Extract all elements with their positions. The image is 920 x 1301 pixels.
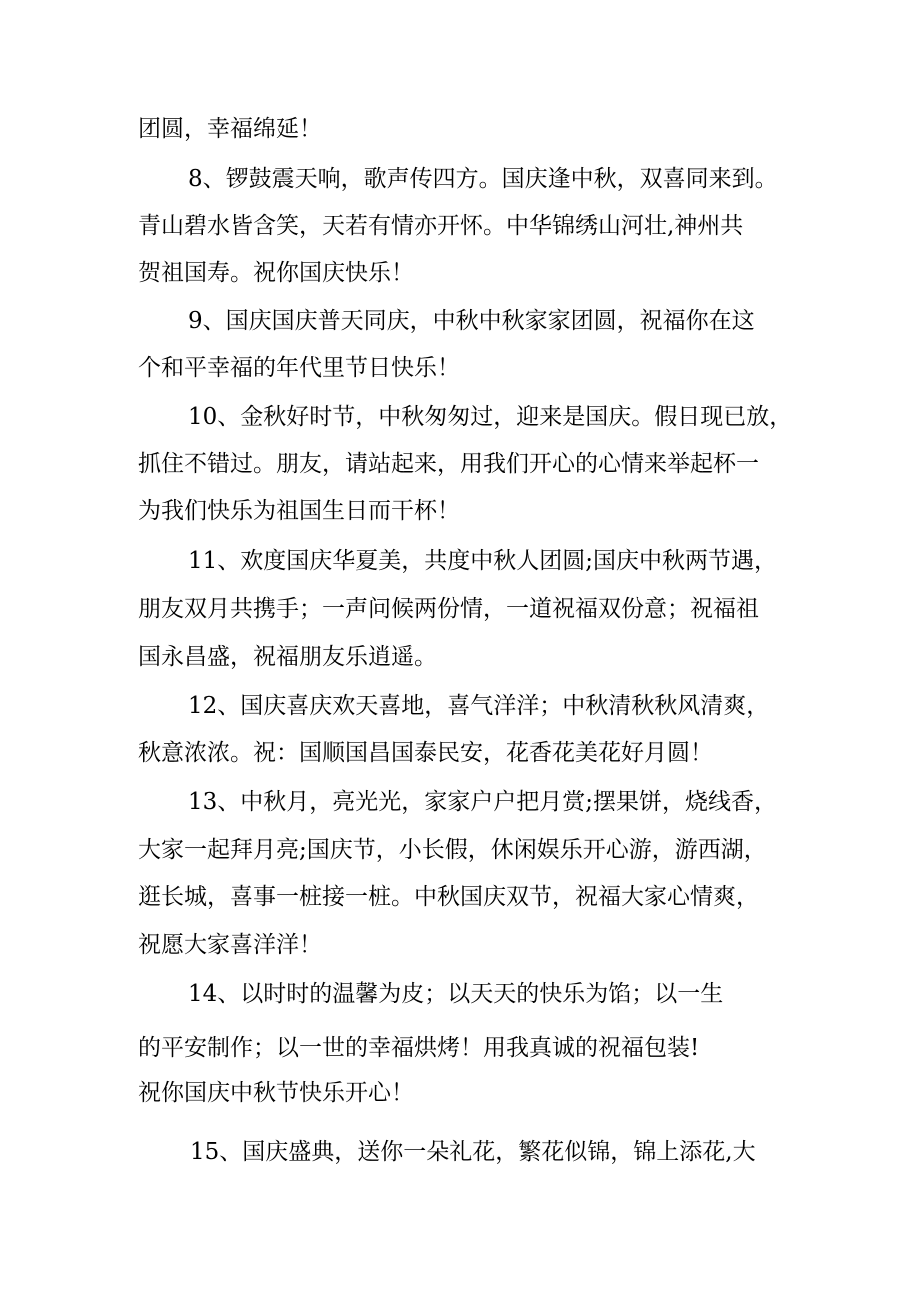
paragraph-8-line-2: 青山碧水皆含笑，天若有情亦开怀。中华锦绣山河壮,神州共 bbox=[138, 213, 744, 239]
paragraph-12-line-2: 秋意浓浓。祝：国顺国昌国泰民安，花香花美花好月圆！ bbox=[138, 740, 713, 766]
paragraph-13-line-1: 13、中秋月，亮光光，家家户户把月赏;摆果饼，烧线香， bbox=[188, 789, 778, 815]
paragraph-10-line-2: 抓住不错过。朋友，请站起来，用我们开心的心情来举起杯一 bbox=[138, 451, 759, 477]
text-line: 团圆，幸福绵延！ bbox=[138, 116, 322, 142]
paragraph-14-line-2: 的平安制作；以一世的幸福烘烤！用我真诚的祝福包装! bbox=[138, 1035, 700, 1061]
paragraph-13-line-2: 大家一起拜月亮;国庆节，小长假，休闲娱乐开心游，游西湖， bbox=[138, 837, 767, 863]
paragraph-8-line-3: 贺祖国寿。祝你国庆快乐！ bbox=[138, 260, 414, 286]
paragraph-10-line-3: 为我们快乐为祖国生日而干杯！ bbox=[138, 498, 460, 524]
paragraph-13-line-3: 逛长城，喜事一桩接一桩。中秋国庆双节，祝福大家心情爽， bbox=[138, 884, 759, 910]
paragraph-10-line-1: 10、金秋好时节，中秋匆匆过，迎来是国庆。假日现已放， bbox=[188, 404, 793, 430]
paragraph-8-line-1: 8、锣鼓震天响，歌声传四方。国庆逢中秋，双喜同来到。 bbox=[188, 166, 778, 192]
paragraph-13-line-4: 祝愿大家喜洋洋！ bbox=[138, 932, 322, 958]
paragraph-9-line-2: 个和平幸福的年代里节日快乐！ bbox=[138, 355, 460, 381]
paragraph-14-line-3: 祝你国庆中秋节快乐开心！ bbox=[138, 1080, 414, 1106]
paragraph-11-line-3: 国永昌盛，祝福朋友乐逍遥。 bbox=[138, 644, 437, 670]
paragraph-15-line-1: 15、国庆盛典，送你一朵礼花，繁花似锦，锦上添花,大 bbox=[190, 1139, 756, 1165]
paragraph-11-line-2: 朋友双月共携手；一声问候两份情，一道祝福双份意；祝福祖 bbox=[138, 596, 759, 622]
paragraph-9-line-1: 9、国庆国庆普天同庆，中秋中秋家家团圆，祝福你在这 bbox=[188, 308, 755, 334]
paragraph-14-line-1: 14、以时时的温馨为皮；以天天的快乐为馅；以一生 bbox=[188, 981, 724, 1007]
paragraph-12-line-1: 12、国庆喜庆欢天喜地，喜气洋洋；中秋清秋秋风清爽， bbox=[188, 693, 770, 719]
paragraph-11-line-1: 11、欢度国庆华夏美，共度中秋人团圆;国庆中秋两节遇， bbox=[188, 548, 778, 574]
